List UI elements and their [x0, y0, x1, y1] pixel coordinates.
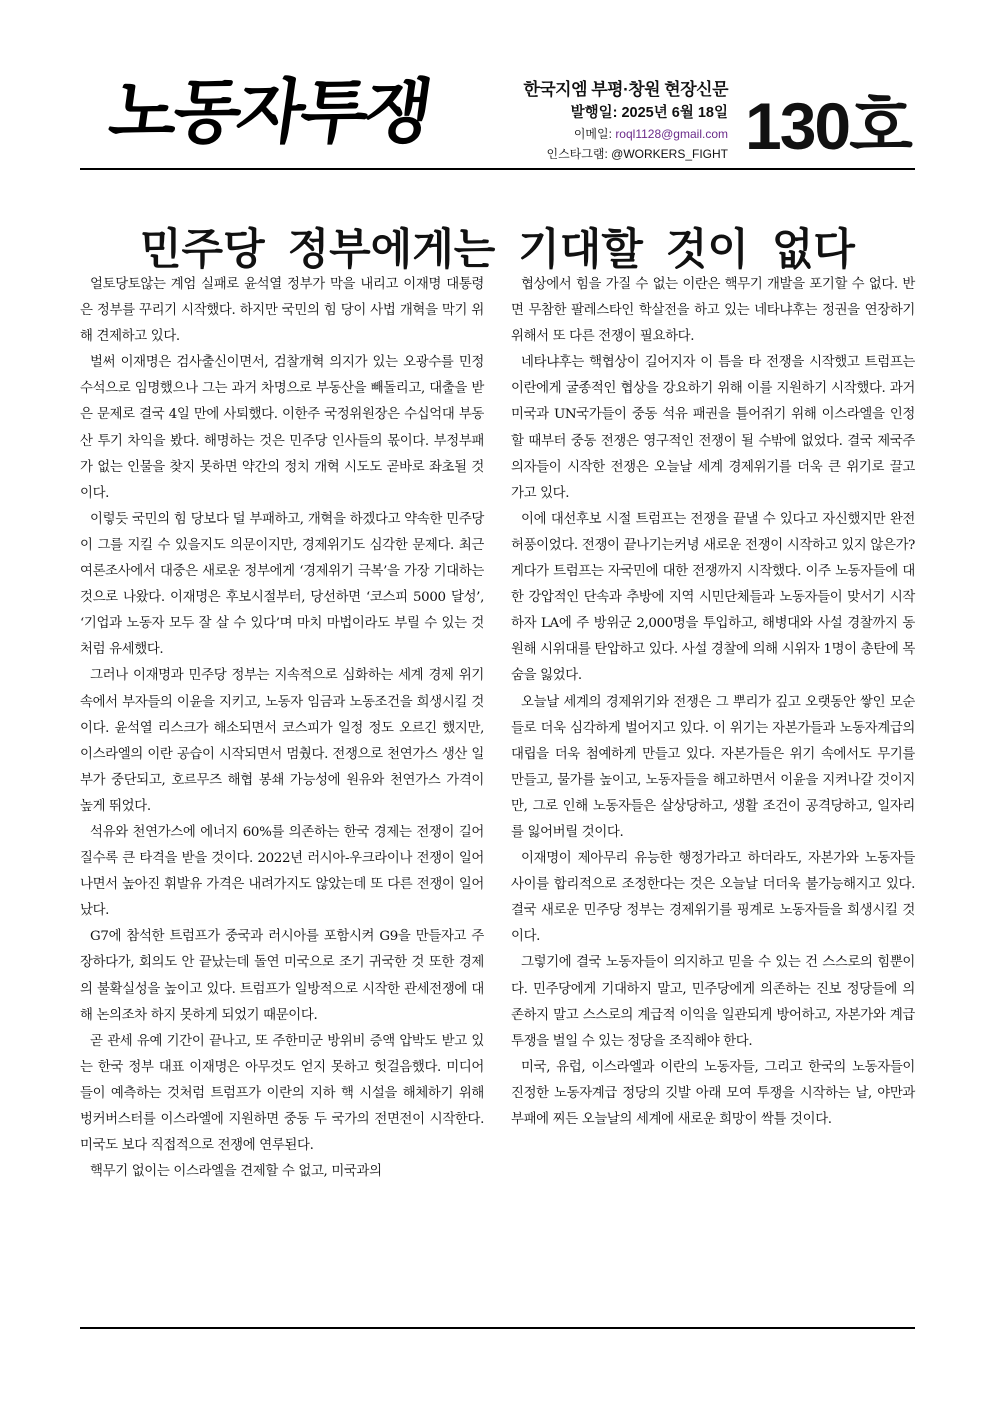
- paragraph: 벌써 이재명은 검사출신이면서, 검찰개혁 의지가 있는 오광수를 민정수석으로 임명했으나 그는 과거 차명으로 부동산을 빼돌리고, 대출을 받은 문제로 결국 4일 만에 사퇴했다. 이한주 국정위원장은 수십억대 부동산 투기 차익을 봤다. 해명하는 것은 민주당 인사들의 몫이다. 부정부패가 없는 인물을 찾지 못하면 약간의 정치 개혁 시도도 곧바로 좌초될 것이다.: [80, 355, 484, 501]
- article-column-left: [80, 272, 484, 1185]
- paragraph: 네타냐후는 핵협상이 길어지자 이 틈을 타 전쟁을 시작했고 트럼프는 이란에게 굴종적인 협상을 강요하기 위해 이를 지원하기 시작했다. 과거 미국과 UN국가들이 중동 석유 패권을 틀어쥐기 위해 이스라엘을 인정할 때부터 중동 전쟁은 영구적인 전쟁이 될 수밖에 없었다. 결국 제국주의자들이 시작한 전쟁은 오늘날 세계 경제위기를 더욱 큰 위기로 끌고 가고 있다.: [511, 355, 915, 501]
- instagram-handle: @WORKERS_FIGHT: [611, 147, 728, 161]
- paragraph: 협상에서 힘을 가질 수 없는 이란은 핵무기 개발을 포기할 수 없다. 반면 무참한 팔레스타인 학살전을 하고 있는 네타냐후는 정권을 연장하기 위해서 또 다른 전쟁이 필요하다.: [511, 277, 915, 345]
- paragraph: 이렇듯 국민의 힘 당보다 덜 부패하고, 개혁을 하겠다고 약속한 민주당이 그를 지킬 수 있을지도 의문이지만, 경제위기도 심각한 문제다. 최근 여론조사에서 대중은 새로운 정부에게 ‘경제위기 극복’을 가장 기대하는 것으로 나왔다. 이재명은 후보시절부터, 당선하면 ‘코스피 5000 달성’, ‘기업과 노동자 모두 잘 살 수 있다’며 마치 마법이라도 부릴 수 있는 것처럼 유세했다.: [80, 511, 484, 658]
- paper-name: 한국지엠 부평·창원 현장신문: [523, 80, 728, 99]
- paragraph: 핵무기 없이는 이스라엘을 견제할 수 없고, 미국과의: [90, 1164, 382, 1180]
- publish-date-label: 발행일:: [570, 105, 618, 121]
- masthead-divider: [80, 168, 915, 170]
- instagram-label: 인스타그램:: [546, 147, 608, 161]
- paragraph: 미국, 유럽, 이스라엘과 이란의 노동자들, 그리고 한국의 노동자들이 진정한 노동자계급 정당의 깃발 아래 모여 투쟁을 시작하는 날, 야만과 부패에 찌든 오늘날의 세계에 새로운 희망이 싹틀 것이다.: [511, 1059, 915, 1127]
- paragraph: 오늘날 세계의 경제위기와 전쟁은 그 뿌리가 깊고 오랫동안 쌓인 모순들로 더욱 심각하게 벌어지고 있다. 이 위기는 자본가들과 노동자계급의 대립을 더욱 첨예하게 만들고 있다. 자본가들은 위기 속에서도 무기를 만들고, 물가를 높이고, 노동자들을 해고하면서 이윤을 지켜나갈 것이지만, 그로 인해 노동자들은 살상당하고, 생활 조건이 공격당하고, 일자리를 잃어버릴 것이다.: [511, 694, 915, 840]
- paragraph: 얼토당토않는 계엄 실패로 윤석열 정부가 막을 내리고 이재명 대통령은 정부를 꾸리기 시작했다. 하지만 국민의 힘 당이 사법 개혁을 막기 위해 견제하고 있다.: [80, 277, 484, 345]
- newspaper-logo: 노동자투쟁: [104, 71, 434, 153]
- paragraph: 그렇기에 결국 노동자들이 의지하고 믿을 수 있는 건 스스로의 힘뿐이다. 민주당에게 기대하지 말고, 민주당에게 의존하는 진보 정당들에 의존하지 말고 스스로의 계급적 이익을 일관되게 방어하고, 자본가와 계급 투쟁을 벌일 수 있는 정당을 조직해야 한다.: [511, 955, 915, 1049]
- issue-number: 130호: [745, 89, 911, 163]
- publish-date-value: 2025년 6월 18일: [621, 105, 728, 121]
- paragraph: 이에 대선후보 시절 트럼프는 전쟁을 끝낼 수 있다고 자신했지만 완전 허풍이었다. 전쟁이 끝나기는커녕 새로운 전쟁이 시작하고 있지 않은가? 게다가 트럼프는 자국민에 대한 전쟁까지 시작했다. 이주 노동자들에 대한 강압적인 단속과 추방에 지역 시민단체들과 노동자들이 맞서기 시작하자 LA에 주 방위군 2,000명을 투입하고, 해병대와 사설 경찰까지 동원해 시위대를 탄압하고 있다. 사설 경찰에 의해 시위자 1명이 총탄에 목숨을 잃었다.: [511, 511, 915, 684]
- publication-info: [500, 78, 728, 164]
- instagram-line: [500, 144, 728, 164]
- paragraph: 그러나 이재명과 민주당 정부는 지속적으로 심화하는 세계 경제 위기 속에서 부자들의 이윤을 지키고, 노동자 임금과 노동조건을 희생시킬 것이다. 윤석열 리스크가 해소되면서 코스피가 일정 정도 오르긴 했지만, 이스라엘의 이란 공습이 시작되면서 멈췄다. 전쟁으로 천연가스 생산 일부가 중단되고, 호르무즈 해협 봉쇄 가능성에 원유와 천연가스 가격이 높게 뛰었다.: [80, 668, 484, 814]
- email-line: [500, 124, 728, 144]
- paragraph: G7에 참석한 트럼프가 중국과 러시아를 포함시켜 G9을 만들자고 주장하다가, 회의도 안 끝났는데 돌연 미국으로 조기 귀국한 것 또한 경제의 불확실성을 높이고 있다. 트럼프가 일방적으로 시작한 관세전쟁에 대해 논의조차 하지 못하게 되었기 때문이다.: [80, 929, 484, 1023]
- footer-divider: [80, 1327, 915, 1329]
- paragraph: 석유와 천연가스에 에너지 60%를 의존하는 한국 경제는 전쟁이 길어질수록 큰 타격을 받을 것이다. 2022년 러시아-우크라이나 전쟁이 일어나면서 높아진 휘발유 가격은 내려가지도 않았는데 또 다른 전쟁이 일어났다.: [80, 824, 484, 919]
- publish-date: [500, 102, 728, 124]
- email-link[interactable]: roql1128@gmail.com: [615, 127, 728, 141]
- paragraph: 이재명이 제아무리 유능한 행정가라고 하더라도, 자본가와 노동자들 사이를 합리적으로 조정한다는 것은 오늘날 더더욱 불가능해지고 있다. 결국 새로운 민주당 정부는 경제위기를 핑계로 노동자들을 희생시킬 것이다.: [511, 851, 915, 945]
- paragraph: 곧 관세 유예 기간이 끝나고, 또 주한미군 방위비 증액 압박도 받고 있는 한국 정부 대표 이재명은 아무것도 얻지 못하고 헛걸음했다. 미디어들이 예측하는 것처럼 트럼프가 이란의 지하 핵 시설을 해체하기 위해 벙커버스터를 이스라엘에 지원하면 중동 두 국가의 전면전이 시작한다. 미국도 보다 직접적으로 전쟁에 연루된다.: [80, 1033, 484, 1154]
- article-headline: 민주당 정부에게는 기대할 것이 없다: [140, 224, 855, 275]
- email-label: 이메일:: [573, 127, 612, 141]
- article-column-right: [511, 272, 915, 1133]
